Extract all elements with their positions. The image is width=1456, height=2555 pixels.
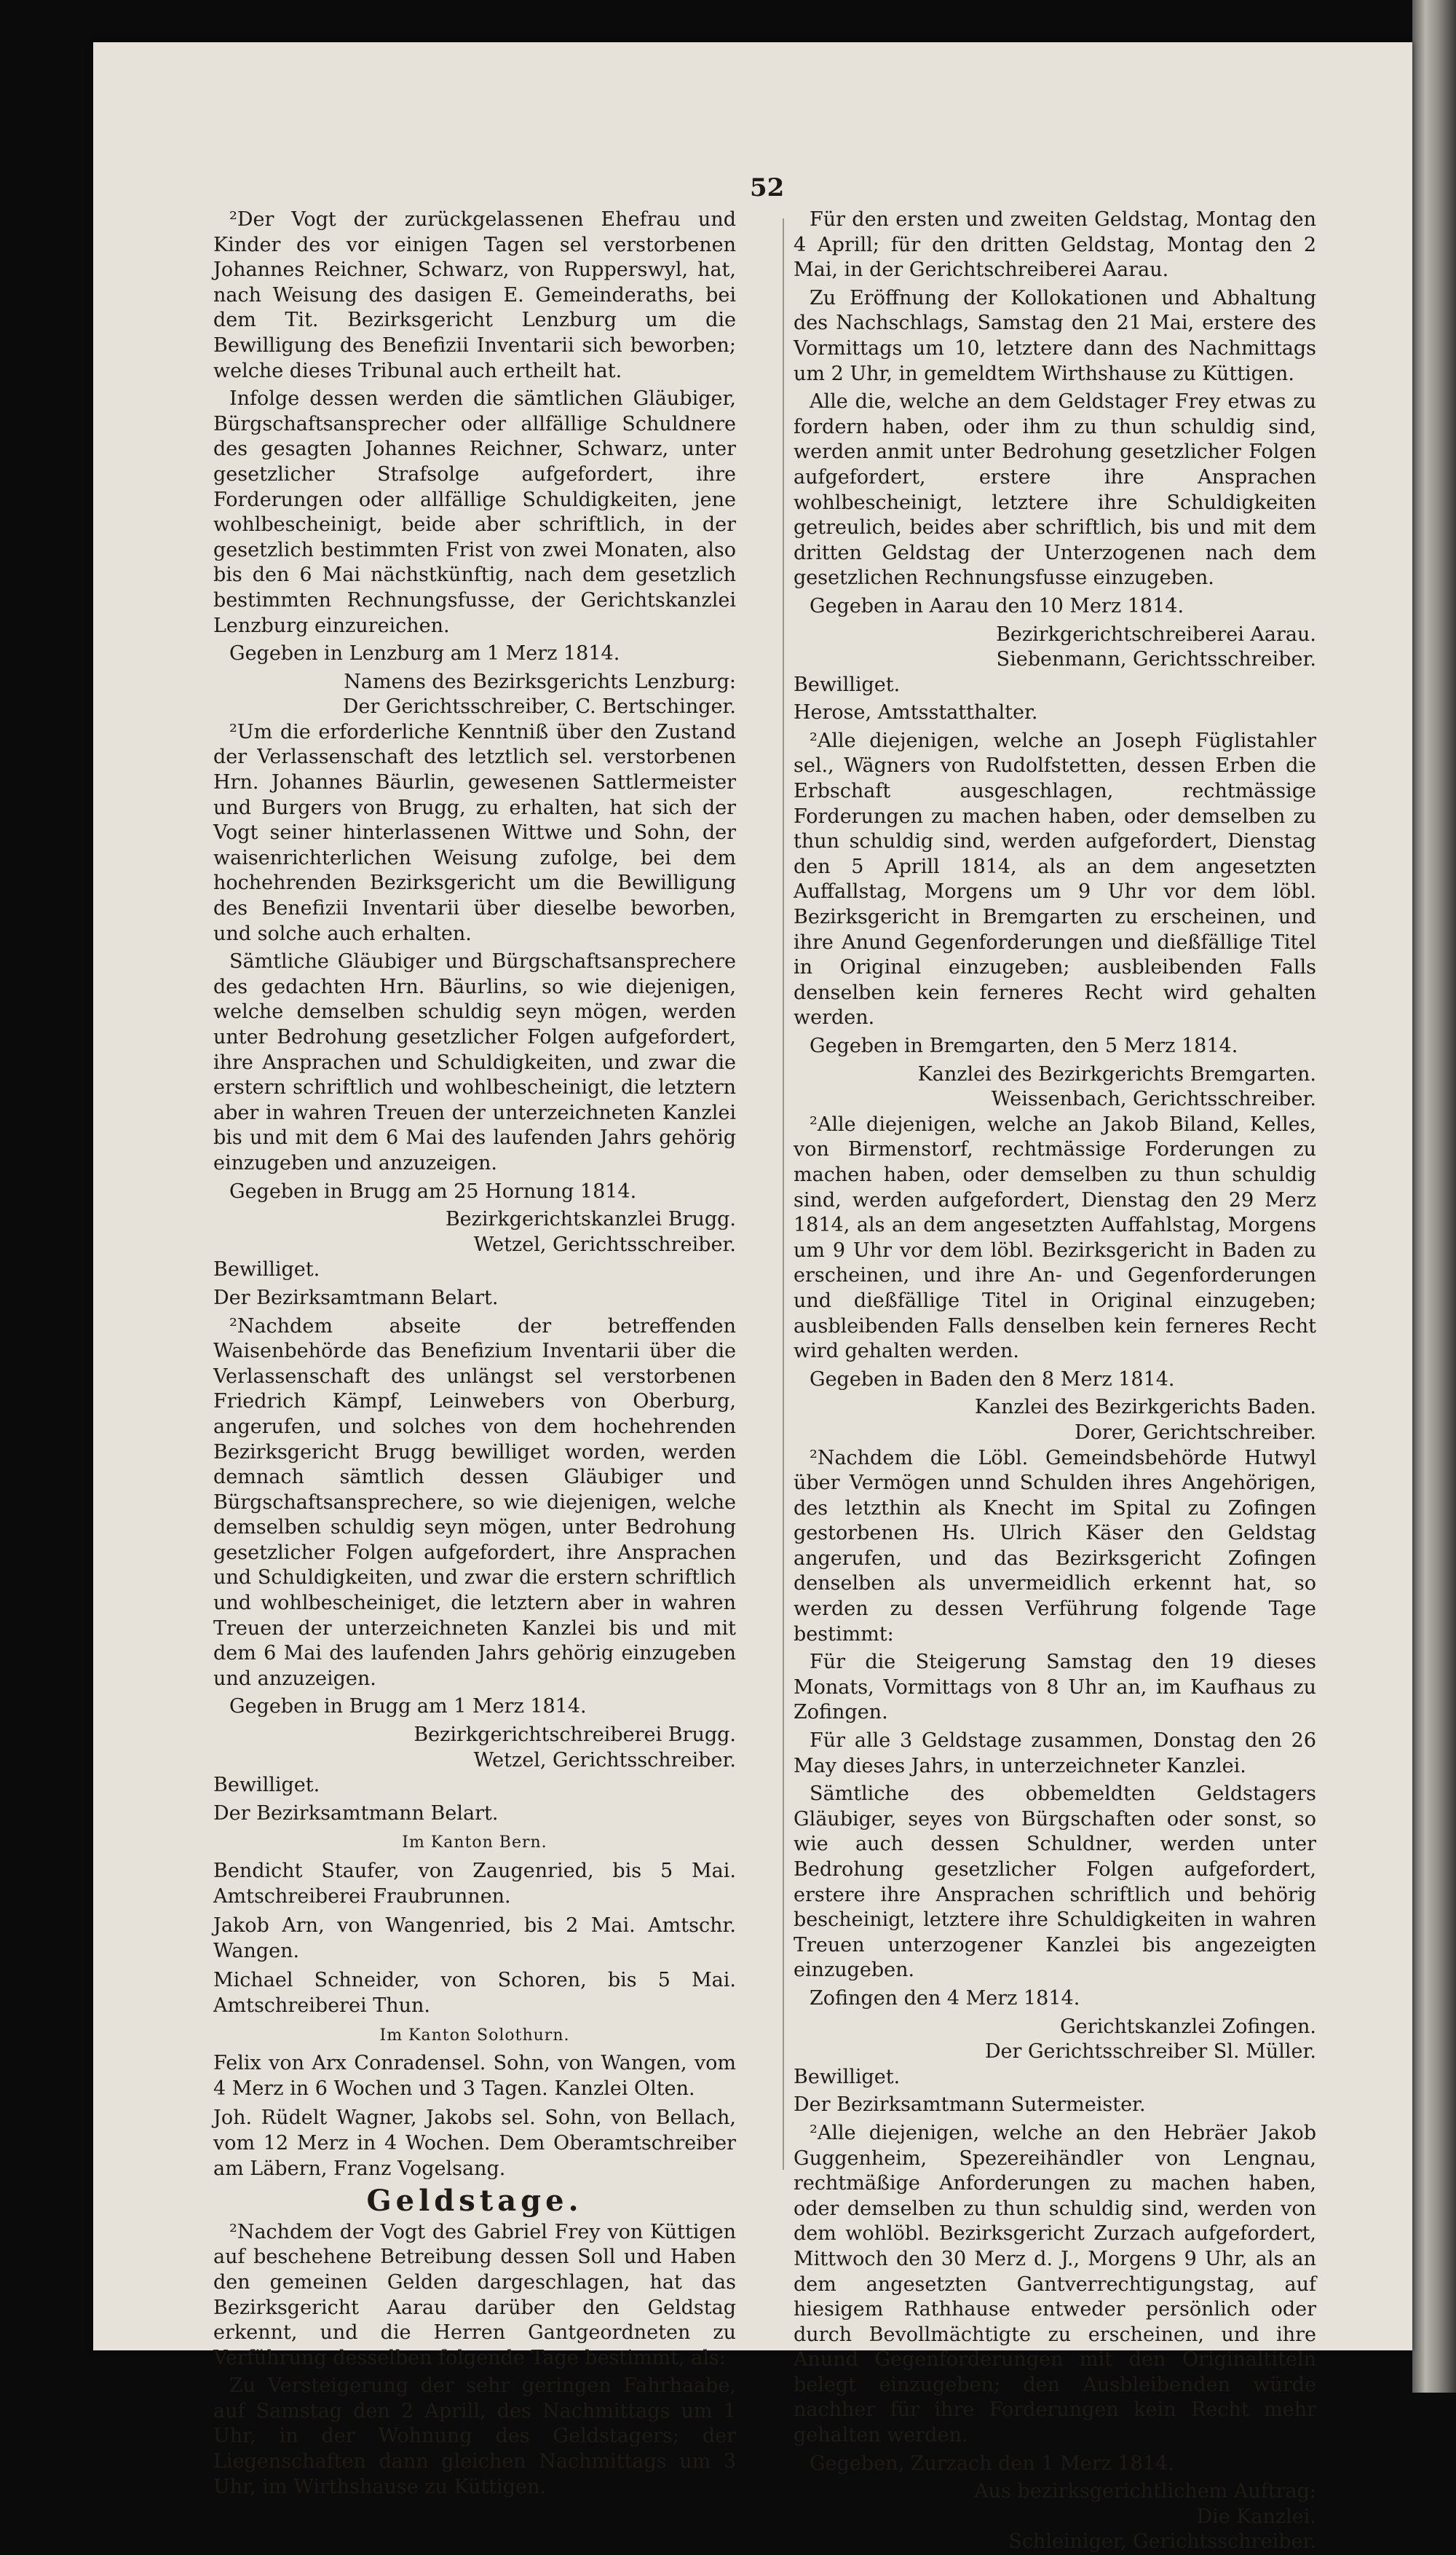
notice-kaempf-date: Gegeben in Brugg am 1 Merz 1814. bbox=[229, 1695, 587, 1718]
list-item: Jakob Arn, von Wangenried, bis 2 Mai. Amtschr. Wangen. bbox=[213, 1914, 736, 1962]
notice-baeurlin: ²Um die erforderliche Kenntniß über den Zustand der Verlassenschaft des letztlich sel. verstorbenen Hrn. Johannes Bäurlin, gewesenen Sattlermeister und Burgers von Brugg, zu erhalten, hat sich der Vogt seiner hinterlassenen Wittwe und Sohn, der waisenrichterlichen Weisung zufolge, bei dem hochehrenden Bezirksgericht um die Bewilligung des Benefizii Inventarii über dieselbe beworben, und solche auch erhalten. bbox=[213, 720, 736, 945]
notice-kaempf: ²Nachdem abseite der betreffenden Waisenbehörde das Benefizium Inventarii über die Verlassenschaft des unlängst sel verstorbenen Friedrich Kämpf, Leinwebers von Oberburg, angerufen, und solches von dem hochehrenden Bezirksgericht Brugg bewilliget worden, werden demnach sämtlich dessen Gläubiger und Bürgschaftsansprechere, so wie diejenigen, welche demselben schuldig seyn mögen, unter Bedrohung gesetzlicher Folgen aufgefordert, ihre Ansprachen und Schuldigkeiten, und zwar die erstern schriftlich und wohlbescheiniget, die letztern aber in wahren Treuen der unterzeichneten Kanzlei bis und mit dem 6 Mai des laufenden Jahrs gehörig einzugeben und anzuzeigen. bbox=[213, 1314, 736, 1690]
notice-kaeser-approved: Bewilliget. bbox=[794, 2065, 901, 2088]
notice-guggenheim: ²Alle diejenigen, welche an den Hebräer Jakob Guggenheim, Spezereihändler von Lengnau, rechtmäßige Anforderungen zu machen haben, oder demselben zu thun schuldig sind, werden von dem wohlöbl. Bezirksgericht Zurzach aufgefordert, Mittwoch den 30 Merz d. J., Morgens 9 Uhr, als an dem angesetzten Gantverrechtigungstag, auf hiesigem Rathhause entweder persönlich oder durch Bevollmächtigte zu erscheinen, und ihre Anund Gegenforderungen mit den Originaltiteln belegt einzugeben; den Ausbleibenden würde nachher für ihre Forderungen kein Recht mehr gehalten werden. bbox=[794, 2121, 1316, 2447]
notice-guggenheim-clerk: Schleiniger, Gerichtsschreiber. bbox=[1008, 2530, 1316, 2554]
notice-baeurlin-approved: Bewilliget. bbox=[213, 1258, 320, 1282]
notice-frey-cont2: Zu Eröffnung der Kollokationen und Abhaltung des Nachschlags, Samstag den 21 Mai, erstere des Vormittags um 10, letztere dann des Nachmittags um 2 Uhr, in gemeldtem Wirthshause zu Küttigen. bbox=[794, 286, 1316, 385]
notice-biland-signature: Kanzlei des Bezirkgerichts Baden. bbox=[974, 1396, 1316, 1419]
left-column bbox=[213, 208, 736, 2503]
section-heading-geldstage: Geldstage. bbox=[366, 2184, 583, 2219]
list-item: Joh. Rüdelt Wagner, Jakobs sel. Sohn, von Bellach, vom 12 Merz in 4 Wochen. Dem Oberamtschreiber am Läbern, Franz Vogelsang. bbox=[213, 2106, 736, 2180]
notice-biland: ²Alle diejenigen, welche an Jakob Biland, Kelles, von Birmenstorf, rechtmässige Forderungen zu machen haben, oder demselben zu thun schuldig sind, werden aufgefordert, Dienstag den 29 Merz 1814, als an dem angesetzten Auffahlstag, Morgens um 9 Uhr vor dem löbl. Bezirksgericht in Baden zu erscheinen, und ihre An- und Gegenforderungen und dießfällige Titel in Original einzugeben; ausbleibenden Falls denselben kein ferneres Recht wird gehalten werden. bbox=[794, 1113, 1316, 1363]
notice-kaeser-official: Der Bezirksamtmann Sutermeister. bbox=[794, 2093, 1146, 2117]
notice-guggenheim-signature: Aus bezirksgerichtlichem Auftrag: bbox=[974, 2480, 1316, 2503]
notice-kaeser-body: Sämtliche des obbemeldten Geldstagers Gläubiger, seyes von Bürgschaften oder sonst, so wie auch dessen Schuldner, werden unter Bedrohung gesetzlicher Folgen aufgefordert, erstere ihre Ansprachen schriftlich und behörig bescheinigt, letztere ihre Schuldigkeiten in wahren Treuen unterzogener Kanzlei bis angezeigten einzugeben. bbox=[794, 1782, 1316, 1982]
canton-solothurn-heading: Im Kanton Solothurn. bbox=[379, 2026, 570, 2045]
list-item: Bendicht Staufer, von Zaugenried, bis 5 Mai. Amtschreiberei Fraubrunnen. bbox=[213, 1860, 736, 1908]
notice-frey-cont: Für den ersten und zweiten Geldstag, Montag den 4 Aprill; für den dritten Geldstag, Montag den 2 Mai, in der Gerichtschreiberei Aarau. bbox=[794, 208, 1316, 282]
column-divider bbox=[783, 218, 784, 2170]
notice-fueglistahler: ²Alle diejenigen, welche an Joseph Füglistahler sel., Wägners von Rudolfstetten, dessen Erben die Erbschaft ausgeschlagen, rechtmässige Forderungen zu machen haben, oder demselben zu thun schuldig sind, werden aufgefordert, Dienstag den 5 Aprill 1814, als an dem angesetzten Auffallstag, Morgens um 9 Uhr vor dem löbl. Bezirksgericht in Bremgarten zu erscheinen, und ihre Anund Gegenforderungen und dießfällige Titel in Original einzugeben; ausbleibenden Falls denselben kein ferneres Recht wird gehalten werden. bbox=[794, 729, 1316, 1030]
notice-fueglistahler-date: Gegeben in Bremgarten, den 5 Merz 1814. bbox=[810, 1035, 1238, 1057]
notice-reichner-clerk: Der Gerichtsschreiber, C. Bertschinger. bbox=[342, 695, 736, 719]
notice-kaempf-clerk: Wetzel, Gerichtsschreiber. bbox=[473, 1748, 736, 1772]
notice-biland-date: Gegeben in Baden den 8 Merz 1814. bbox=[810, 1367, 1175, 1391]
notice-baeurlin-signature: Bezirkgerichtskanzlei Brugg. bbox=[445, 1208, 736, 1231]
notice-fueglistahler-clerk: Weissenbach, Gerichtsschreiber. bbox=[991, 1088, 1316, 1111]
right-column bbox=[794, 208, 1316, 2555]
notice-reichner: ²Der Vogt der zurückgelassenen Ehefrau und Kinder des vor einigen Tagen sel verstorbenen Johannes Reichner, Schwarz, von Rupperswyl, hat, nach Weisung des dasigen E. Gemeinderaths, bei dem Tit. Bezirksgericht Lenzburg um die Bewilligung des Benefizii Inventarii sich beworben; welche dieses Tribunal auch ertheilt hat. bbox=[213, 208, 736, 382]
notice-kaempf-official: Der Bezirksamtmann Belart. bbox=[213, 1801, 499, 1825]
notice-frey-body: Zu Versteigerung der sehr geringen Fahrhaabe, auf Samstag den 2 Aprill, des Nachmittags um 1 Uhr, in der Wohnung des Geldstagers; der Liegenschaften dann gleichen Nachmittags um 3 Uhr, im Wirthshause zu Küttigen. bbox=[213, 2374, 736, 2498]
notice-kaeser-geldstage: Für alle 3 Geldstage zusammen, Donstag den 26 May dieses Jahrs, in unterzeichneter Kanzlei. bbox=[794, 1729, 1316, 1777]
notice-biland-clerk: Dorer, Gerichtschreiber. bbox=[1074, 1421, 1316, 1444]
notice-reichner-signature: Namens des Bezirksgerichts Lenzburg: bbox=[344, 670, 736, 693]
notice-kaempf-approved: Bewilliget. bbox=[213, 1774, 320, 1797]
canton-bern-heading: Im Kanton Bern. bbox=[402, 1833, 547, 1852]
notice-guggenheim-office: Die Kanzlei. bbox=[1196, 2505, 1316, 2528]
notice-frey-official: Herose, Amtsstatthalter. bbox=[794, 701, 1038, 724]
book-spine bbox=[1412, 0, 1456, 2393]
list-item: Michael Schneider, von Schoren, bis 5 Mai. Amtschreiberei Thun. bbox=[213, 1969, 736, 2017]
notice-fueglistahler-signature: Kanzlei des Bezirkgerichts Bremgarten. bbox=[917, 1062, 1316, 1086]
notice-frey-approved: Bewilliget. bbox=[794, 673, 901, 696]
page-number: 52 bbox=[750, 173, 785, 202]
notice-kaeser-date: Zofingen den 4 Merz 1814. bbox=[810, 1986, 1080, 2010]
notice-kaempf-signature: Bezirkgerichtschreiberei Brugg. bbox=[414, 1723, 736, 1747]
notice-baeurlin-body: Sämtliche Gläubiger und Bürgschaftsansprechere des gedachten Hrn. Bäurlins, so wie diejenigen, welche demselben schuldig seyn mögen, werden unter Bedrohung gesetzlicher Folgen aufgefordert, ihre Ansprachen und Schuldigkeiten, und zwar die erstern schriftlich und wohlbescheinigt, die letztern aber in wahren Treuen der unterzeichneten Kanzlei bis und mit dem 6 Mai des laufenden Jahrs gehörig einzugeben und anzuzeigen. bbox=[213, 950, 736, 1174]
notice-baeurlin-clerk: Wetzel, Gerichtsschreiber. bbox=[473, 1233, 736, 1256]
notice-kaeser: ²Nachdem die Löbl. Gemeindsbehörde Hutwyl über Vermögen unnd Schulden ihres Angehörigen, des letzthin als Knecht im Spital zu Zofingen gestorbenen Hs. Ulrich Käser den Geldstag angerufen, und das Bezirksgericht Zofingen denselben als unvermeidlich erkennt hat, so werden zu dessen Verführung folgende Tage bestimmt: bbox=[794, 1446, 1316, 1646]
notice-frey: ²Nachdem der Vogt des Gabriel Frey von Küttigen auf beschehene Betreibung dessen Soll und Haben den gemeinen Gelden dargeschlagen, hat das Bezirksgericht Aarau darüber den Geldstag erkennt, und die Herren Gantgeordneten zu Verführung desselben folgende Tage bestimmt, als: bbox=[213, 2220, 736, 2369]
notice-baeurlin-official: Der Bezirksamtmann Belart. bbox=[213, 1286, 499, 1309]
notice-frey-clerk: Siebenmann, Gerichtsschreiber. bbox=[996, 648, 1316, 671]
notice-kaeser-signature: Gerichtskanzlei Zofingen. bbox=[1060, 2015, 1316, 2038]
notice-frey-cont3: Alle die, welche an dem Geldstager Frey etwas zu fordern haben, oder ihm zu thun schuldig sind, werden anmit unter Bedrohung gesetzlicher Folgen aufgefordert, erstere ihre Ansprachen wohlbescheinigt, letztere ihre Schuldigkeiten getreulich, beides aber schriftlich, bis und mit dem dritten Geldstag der Unterzogenen nach dem gesetzlichen Rechnungsfusse einzugeben. bbox=[794, 390, 1316, 590]
notice-frey-date: Gegeben in Aarau den 10 Merz 1814. bbox=[810, 594, 1184, 617]
list-item: Felix von Arx Conradensel. Sohn, von Wangen, vom 4 Merz in 6 Wochen und 3 Tagen. Kanzlei Olten. bbox=[213, 2052, 736, 2100]
notice-kaeser-clerk: Der Gerichtsschreiber Sl. Müller. bbox=[984, 2040, 1316, 2064]
notice-kaeser-steigerung: Für die Steigerung Samstag den 19 dieses Monats, Vormittags von 8 Uhr an, im Kaufhaus zu Zofingen. bbox=[794, 1651, 1316, 1724]
notice-baeurlin-date: Gegeben in Brugg am 25 Hornung 1814. bbox=[229, 1180, 637, 1203]
notice-frey-signature: Bezirkgerichtschreiberei Aarau. bbox=[996, 623, 1316, 646]
notice-reichner-date: Gegeben in Lenzburg am 1 Merz 1814. bbox=[229, 642, 620, 666]
notice-guggenheim-date: Gegeben, Zurzach den 1 Merz 1814. bbox=[810, 2452, 1174, 2475]
notice-reichner-body: Infolge dessen werden die sämtlichen Gläubiger, Bürgschaftsansprecher oder allfällige Schuldnere des gesagten Johannes Reichner, Schwarz, unter gesetzlicher Strafsolge aufgefordert, ihre Forderungen oder allfällige Schuldigkeiten, jene wohlbescheinigt, beide aber schriftlich, in der gesetzlich bestimmten Frist von zwei Monaten, also bis den 6 Mai nächstkünftig, nach dem gesetzlich bestimmten Rechnungsfusse, der Gerichtskanzlei Lenzburg einzureichen. bbox=[213, 387, 736, 637]
